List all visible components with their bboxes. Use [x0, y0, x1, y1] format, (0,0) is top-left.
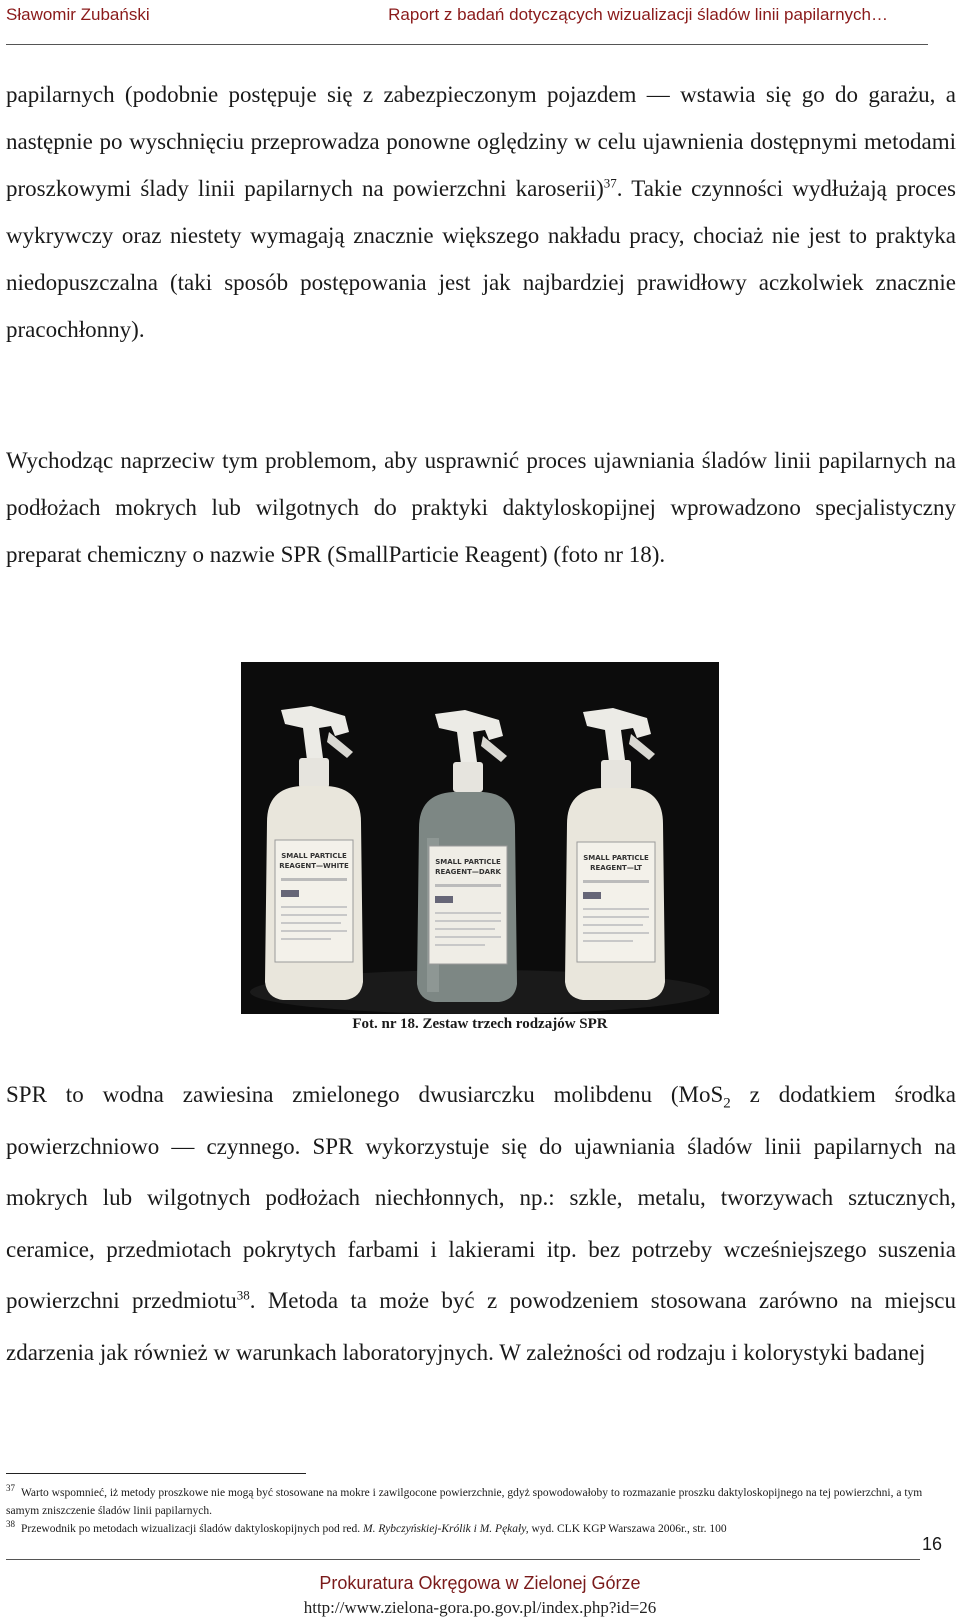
paragraph-2: Wychodząc naprzeciw tym problemom, aby usprawnić proces ujawniania śladów linii papilarnych na podłożach mokrych lub wilgotnych do praktyki daktyloskopijnej wprowadzono specjalistyczny preparat chemiczny o nazwie SPR (SmallParticie Reagent) (foto nr 18).	[6, 448, 956, 567]
subscript-2: 2	[723, 1095, 731, 1112]
paragraph-1	[6, 71, 956, 353]
footnote-ref-37[interactable]: 37	[603, 175, 617, 191]
footer-divider	[6, 1559, 920, 1560]
bottle-dark-label-line2: REAGENT—DARK	[435, 868, 501, 876]
bottle-white-label-line2: REAGENT—WHITE	[279, 862, 349, 870]
page-header	[0, 0, 960, 34]
bottle-light-label-line1: SMALL PARTICLE	[583, 854, 649, 862]
footnote-37-text: Warto wspomnieć, iż metody proszkowe nie mogą być stosowane na mokre i zawilgocone powierzchnie, gdyż spowodowałoby to rozmazanie proszku daktyloskopijnego na tej powierzchni, a tym samym zniszczenie śladów linii papilarnych.	[6, 1487, 923, 1517]
footnote-38-text-b: wyd. CLK KGP Warszawa 2006r., str. 100	[528, 1523, 727, 1535]
photo-spr-bottles	[241, 662, 719, 1014]
footnote-38-editors: M. Rybczyńskiej-Królik i M. Pękały,	[363, 1523, 529, 1535]
bottle-light-label-line2: REAGENT—LT	[590, 864, 642, 872]
footnote-37-number: 37	[6, 1483, 15, 1494]
paragraph-3-text-b: z dodatkiem środka powierzchniowo — czynnego. SPR wykorzystuje się do ujawniania śladów linii papilarnych na mokrych lub wilgotnych podłożach niechłonnych, np.: szkle, metalu, tworzywach sztucznych, ceramice, przedmiotach pokrytych farbami i lakierami itp. bez potrzeby wcześniejszego suszenia powierzchni przedmiotu	[6, 1082, 956, 1313]
paragraph-1-text-b: . Takie czynności wydłużają proces wykrywczy oraz niestety wymagają znacznie większego nakładu pracy, chociaż nie jest to praktyka niedopuszczalna (taki sposób postępowania jest jak najbardziej prawidłowy aczkolwiek znacznie pracochłonny).	[6, 176, 956, 342]
paragraph-1-text-a: papilarnych (podobnie postępuje się z zabezpieczonym pojazdem — wstawia się go do garażu, a następnie po wyschnięciu przeprowadza ponowne oględziny w celu ujawnienia dostępnymi metodami proszkowymi ślady linii papilarnych na powierzchni karoserii)	[6, 82, 956, 201]
photo-caption: Fot. nr 18. Zestaw trzech rodzajów SPR	[352, 1016, 608, 1032]
footer-url-link[interactable]: http://www.zielona-gora.po.gov.pl/index.php?id=26	[303, 1598, 657, 1617]
header-author: Sławomir Zubański	[6, 5, 150, 24]
paragraph-3-text-a: SPR to wodna zawiesina zmielonego dwusiarczku molibdenu (MoS	[6, 1082, 724, 1107]
footnote-38	[6, 1520, 956, 1538]
footnote-38-text-a: Przewodnik po metodach wizualizacji śladów daktyloskopijnych pod red.	[21, 1523, 364, 1535]
footer-organization: Prokuratura Okręgowa w Zielonej Górze	[319, 1573, 641, 1593]
footnote-37	[6, 1484, 956, 1520]
page-number: 16	[921, 1534, 942, 1554]
header-divider	[6, 44, 928, 45]
footnote-divider	[6, 1473, 306, 1474]
footnote-38-number: 38	[6, 1519, 15, 1530]
bottle-dark-label-line1: SMALL PARTICLE	[435, 858, 501, 866]
header-title: Raport z badań dotyczących wizualizacji śladów linii papilarnych…	[388, 5, 888, 24]
paragraph-3	[6, 1069, 956, 1378]
paragraph-3-text-c: . Metoda ta może być z powodzeniem stosowana zarówno na miejscu zdarzenia jak również w warunkach laboratoryjnych. W zależności od rodzaju i kolorystyki badanej	[6, 1288, 957, 1365]
bottle-white-label-line1: SMALL PARTICLE	[281, 852, 347, 860]
footnote-ref-38[interactable]: 38	[236, 1287, 250, 1303]
